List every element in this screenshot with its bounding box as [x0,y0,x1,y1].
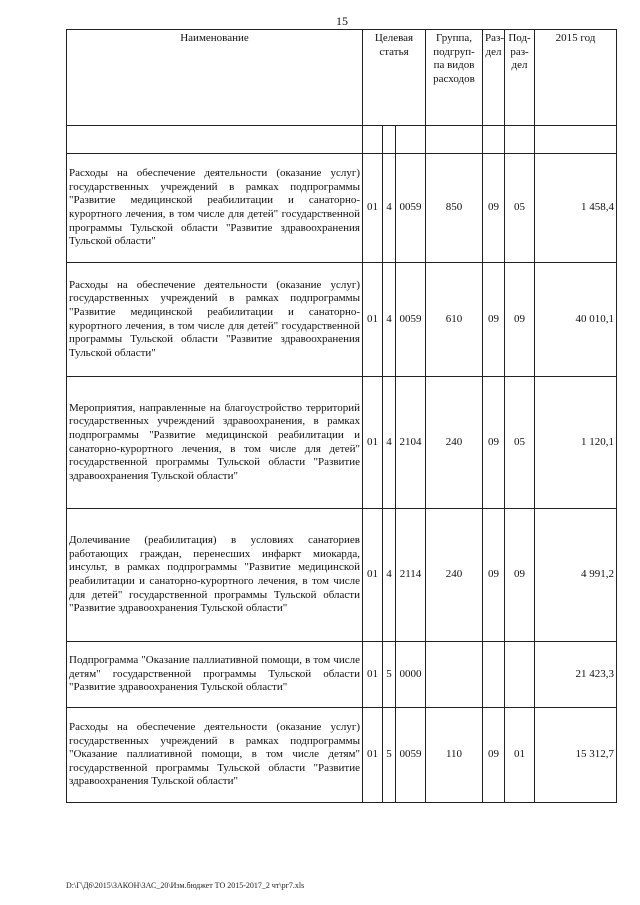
row-group [426,642,483,708]
header-year: 2015 год [535,30,617,126]
row-name: Расходы на обеспечение деятельности (оказание услуг) государственных учреждений в рамках подпрограммы "Оказание паллиативной помощи, в том числе детям" государственной программы Тульской области "Развитие здравоохранения Тульской области" [67,708,363,803]
row-subsection: 01 [505,708,535,803]
file-path-footer: D:\Г\Д6\2015\ЗАКОН\ЗАС_20\Изм.бюджет ТО 2015-2017_2 чт\рг7.xls [66,881,305,890]
row-amount: 1 458,4 [535,154,617,263]
row-section: 09 [483,708,505,803]
row-section: 09 [483,263,505,377]
budget-table [66,29,617,803]
header-group: Группа, подгруп-па видов расходов [426,30,483,126]
row-group: 610 [426,263,483,377]
row-section: 09 [483,509,505,642]
table-row [67,509,617,642]
row-code-1: 01 [363,509,383,642]
row-amount: 1 120,1 [535,377,617,509]
row-code-2: 5 [383,642,396,708]
row-code-1: 01 [363,377,383,509]
row-code-2: 5 [383,708,396,803]
row-name: Расходы на обеспечение деятельности (оказание услуг) государственных учреждений в рамках подпрограммы "Развитие медицинской реабилитации и санаторно-курортного лечения, в том числе для детей" государственной программы Тульской области "Развитие здравоохранения Тульской области" [67,263,363,377]
row-code-2: 4 [383,377,396,509]
row-group: 110 [426,708,483,803]
row-code-3: 0059 [396,708,426,803]
row-group: 240 [426,509,483,642]
row-amount: 21 423,3 [535,642,617,708]
table-row [67,642,617,708]
row-code-3: 2104 [396,377,426,509]
row-group: 850 [426,154,483,263]
row-code-2: 4 [383,154,396,263]
row-subsection [505,642,535,708]
row-code-3: 0059 [396,154,426,263]
row-subsection: 05 [505,154,535,263]
row-code-1: 01 [363,154,383,263]
row-code-2: 4 [383,263,396,377]
row-amount: 15 312,7 [535,708,617,803]
row-code-3: 2114 [396,509,426,642]
row-group: 240 [426,377,483,509]
row-name: Долечивание (реабилитация) в условиях санаториев работающих граждан, перенесших инфаркт миокарда, инсульт, в рамках подпрограммы "Развитие медицинской реабилитации и санаторно-курортного лечения, в том числе для детей" государственной программы Тульской области "Развитие здравоохранения Тульской области" [67,509,363,642]
header-gap [67,126,617,154]
row-name: Подпрограмма "Оказание паллиативной помощи, в том числе детям" государственной программы Тульской области "Развитие здравоохранения Тульской области" [67,642,363,708]
table-row [67,708,617,803]
row-section: 09 [483,154,505,263]
row-amount: 4 991,2 [535,509,617,642]
row-name: Мероприятия, направленные на благоустройство территорий государственных учреждений здравоохранения, в рамках подпрограммы "Развитие медицинской реабилитации и санаторно-курортного лечения, в том числе для детей" государственной программы Тульской области "Развитие здравоохранения Тульской области" [67,377,363,509]
header-section: Раз-дел [483,30,505,126]
row-code-1: 01 [363,263,383,377]
row-amount: 40 010,1 [535,263,617,377]
header-subsection: Под-раз-дел [505,30,535,126]
row-code-1: 01 [363,708,383,803]
row-code-2: 4 [383,509,396,642]
table-row [67,377,617,509]
row-subsection: 09 [505,509,535,642]
table-row [67,263,617,377]
row-name: Расходы на обеспечение деятельности (оказание услуг) государственных учреждений в рамках подпрограммы "Развитие медицинской реабилитации и санаторно-курортного лечения, в том числе для детей" государственной программы Тульской области "Развитие здравоохранения Тульской области" [67,154,363,263]
row-section: 09 [483,377,505,509]
row-subsection: 05 [505,377,535,509]
row-subsection: 09 [505,263,535,377]
row-code-1: 01 [363,642,383,708]
header-target: Целевая статья [363,30,426,126]
table-header [67,30,617,126]
row-code-3: 0059 [396,263,426,377]
table-row [67,154,617,263]
header-name: Наименование [67,30,363,126]
page-number: 15 [336,14,348,28]
row-section [483,642,505,708]
row-code-3: 0000 [396,642,426,708]
